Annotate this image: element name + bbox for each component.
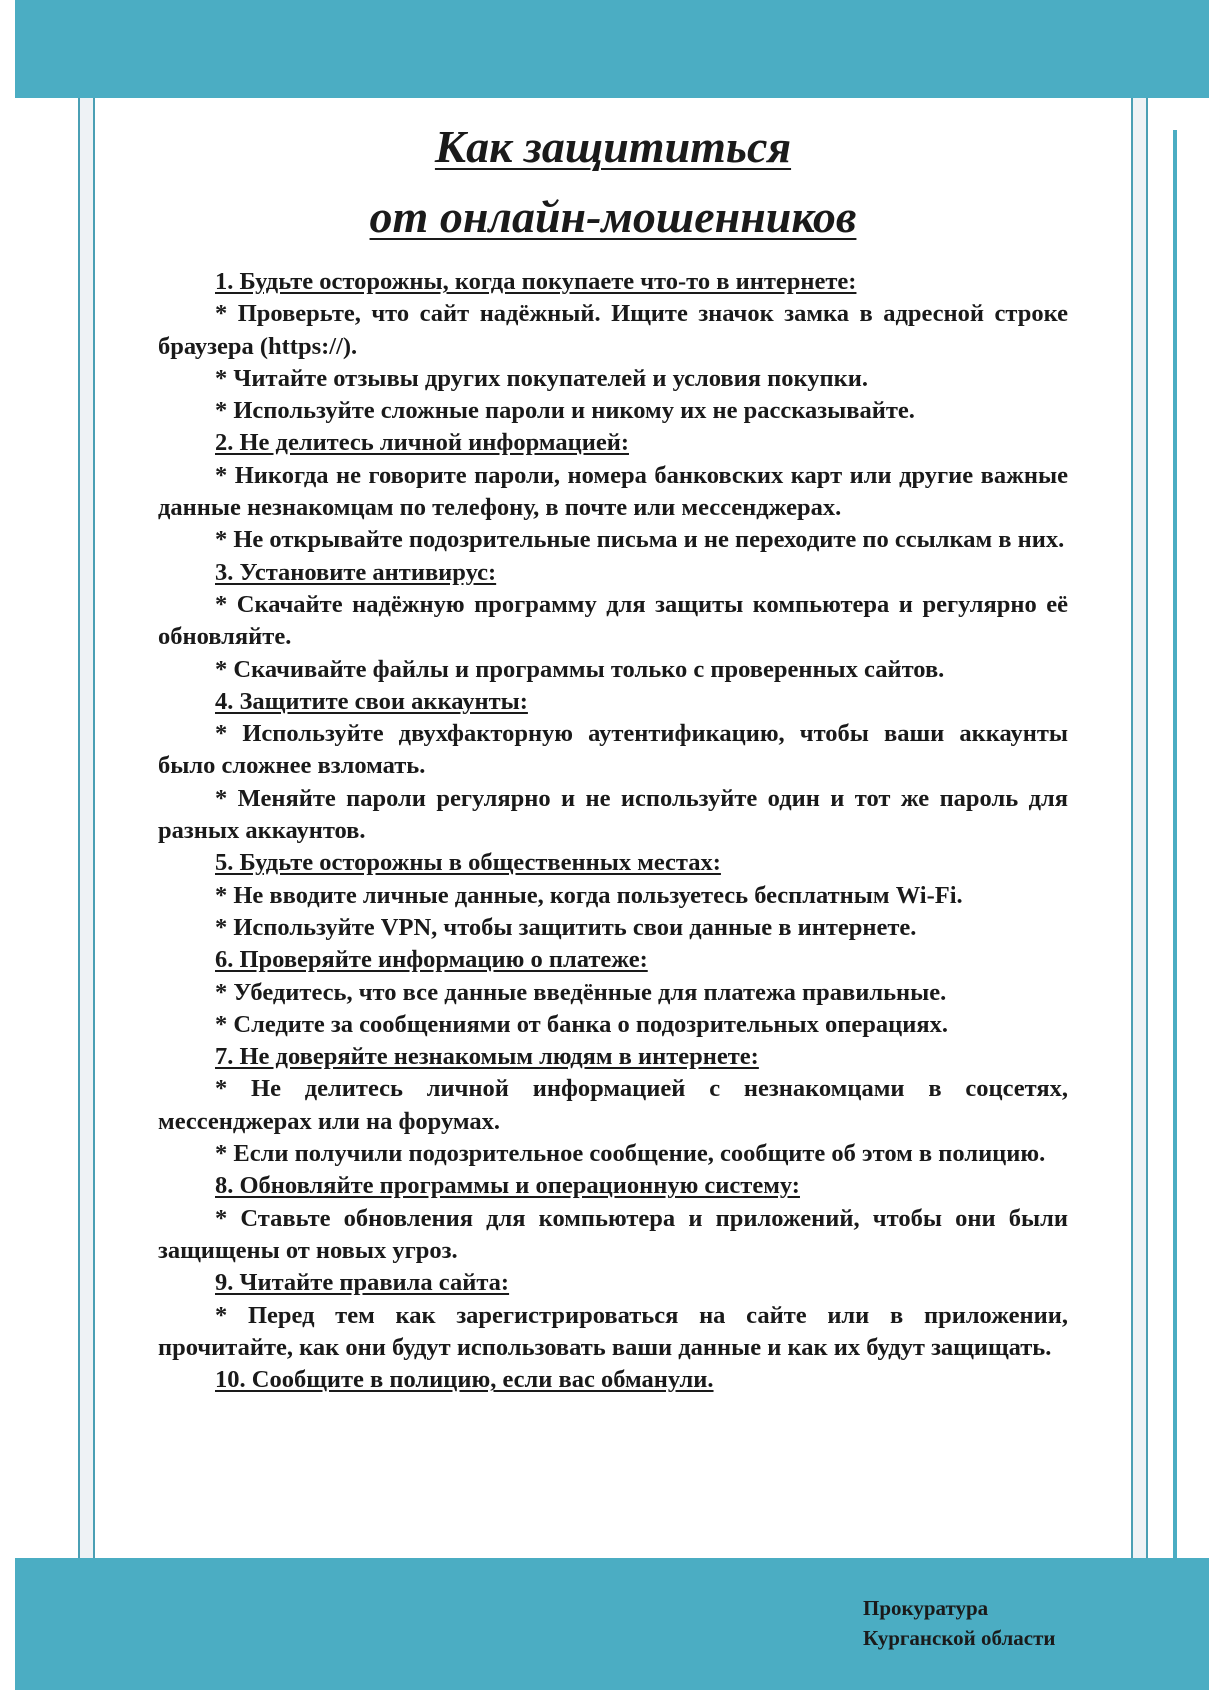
footer-org-line-1: Прокуратура [863,1596,989,1620]
section-item: * Если получили подозрительное сообщение, сообщите об этом в полицию. [215,1140,1046,1168]
section-item: * Используйте двухфакторную аутентификацию, чтобы ваши аккаунты было сложнее взломать. [158,720,1068,780]
section-item: * Не открывайте подозрительные письма и не переходите по ссылкам в них. [215,526,1065,554]
section-item: * Ставьте обновления для компьютера и приложений, чтобы они были защищены от новых угроз. [158,1204,1068,1264]
section-item: * Скачивайте файлы и программы только с проверенных сайтов. [215,655,945,683]
right-margin-strip [1146,98,1209,1558]
section-heading: 10. Сообщите в полицию, если вас обманули. [215,1366,714,1394]
frame-line-left-outer [78,98,80,1558]
title-line-2: от онлайн-мошенников [369,191,857,242]
footer-org-line-2: Курганской области [863,1626,1056,1650]
section-heading: 5. Будьте осторожны в общественных местах: [215,849,721,877]
section-heading: 7. Не доверяйте незнакомым людям в интернете: [215,1043,759,1071]
footer-signature [863,1593,1056,1653]
section-item: * Перед тем как зарегистрироваться на сайте или в приложении, прочитайте, как они будут использовать ваши данные и как их будут защищать. [158,1301,1068,1361]
page-title [95,112,1131,252]
section-item: * Используйте VPN, чтобы защитить свои данные в интернете. [215,913,917,941]
section-item: * Читайте отзывы других покупателей и условия покупки. [215,364,868,392]
frame-line-right-outer [1146,98,1148,1558]
section-heading: 6. Проверяйте информацию о платеже: [215,946,648,974]
section-item: * Меняйте пароли регулярно и не используйте один и тот же пароль для разных аккаунтов. [158,784,1068,845]
section-heading: 8. Обновляйте программы и операционную систему: [215,1172,800,1200]
right-edge-accent [1173,130,1177,1558]
section-item: * Следите за сообщениями от банка о подозрительных операциях. [215,1010,949,1038]
section-heading: 9. Читайте правила сайта: [215,1269,510,1297]
section-item: * Не делитесь личной информацией с незнакомцами в соцсетях, мессенджерах или на форумах. [158,1075,1068,1135]
section-item: * Скачайте надёжную программу для защиты компьютера и регулярно её обновляйте. [158,590,1068,651]
title-line-1: Как защититься [434,121,792,172]
section-item: * Используйте сложные пароли и никому их не рассказывайте. [215,397,915,425]
section-heading: 4. Защитите свои аккаунты: [215,687,528,715]
section-heading: 2. Не делитесь личной информацией: [215,429,629,457]
section-item: * Убедитесь, что все данные введённые для платежа правильные. [215,978,947,1006]
section-heading: 3. Установите антивирус: [215,558,497,586]
tips-list [158,266,1068,1396]
section-heading: 1. Будьте осторожны, когда покупаете что-то в интернете: [215,268,857,295]
frame-line-right-inner [1131,98,1133,1558]
section-item: * Никогда не говорите пароли, номера банковских карт или другие важные данные незнакомцам по телефону, в почте или мессенджерах. [158,461,1068,522]
section-item: * Не вводите личные данные, когда пользуетесь бесплатным Wi-Fi. [215,881,963,909]
left-margin-strip [15,98,80,1558]
top-banner [15,0,1209,98]
section-item: * Проверьте, что сайт надёжный. Ищите значок замка в адресной строке браузера (https://). [158,300,1068,360]
